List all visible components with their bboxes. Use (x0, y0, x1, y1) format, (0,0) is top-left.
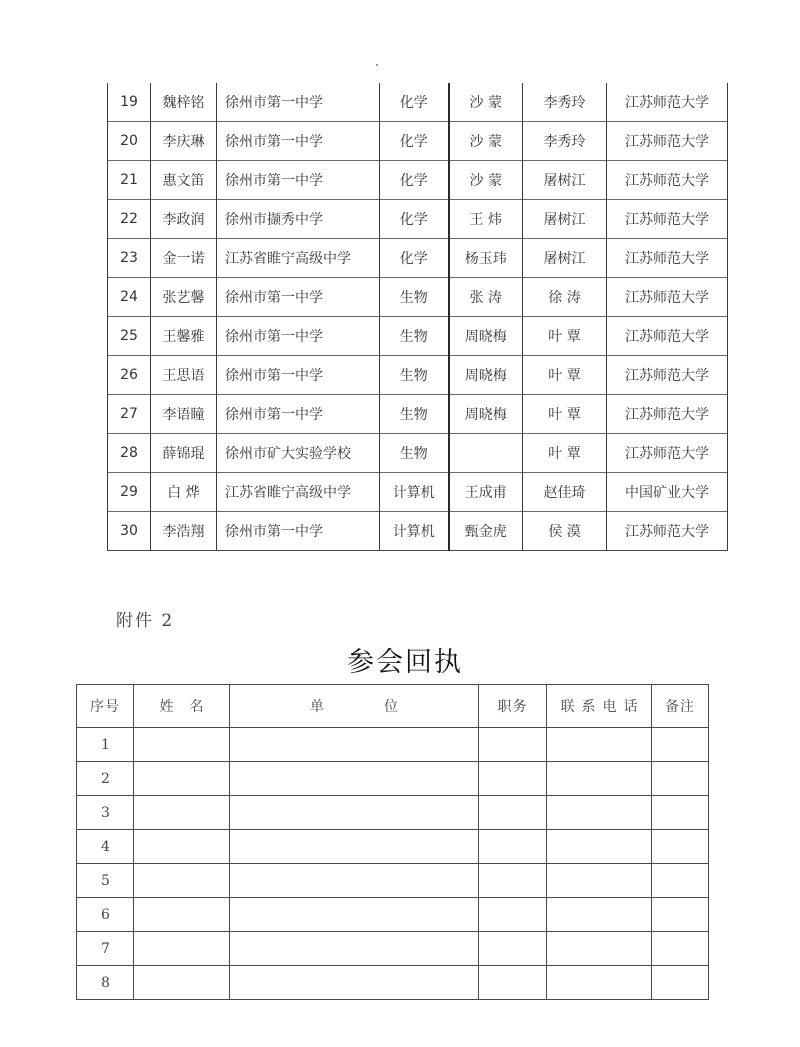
table-row (108, 200, 728, 239)
unit-cell[interactable] (230, 796, 479, 830)
name-cell[interactable] (134, 796, 230, 830)
unit-cell[interactable] (230, 762, 479, 796)
row-number: 26 (108, 356, 151, 395)
table-row (108, 161, 728, 200)
table-row (108, 512, 728, 551)
school-name: 江苏省睢宁高级中学 (217, 239, 380, 278)
student-list-body (108, 83, 728, 551)
school-name: 徐州市第一中学 (217, 83, 380, 122)
student-name: 魏梓铭 (151, 83, 217, 122)
university: 江苏师范大学 (607, 161, 728, 200)
name-cell[interactable] (134, 830, 230, 864)
post-cell[interactable] (479, 796, 547, 830)
post-cell[interactable] (479, 830, 547, 864)
tutor-teacher: 王成甫 (449, 473, 523, 512)
form-row (77, 864, 709, 898)
tutor-teacher: 杨玉玮 (449, 239, 523, 278)
university-tutor: 叶 覃 (523, 317, 607, 356)
note-cell[interactable] (652, 966, 709, 1000)
unit-cell[interactable] (230, 728, 479, 762)
tutor-teacher: 周晓梅 (449, 356, 523, 395)
note-cell[interactable] (652, 796, 709, 830)
contact-cell[interactable] (547, 864, 652, 898)
subject: 化学 (380, 161, 449, 200)
university-tutor: 赵佳琦 (523, 473, 607, 512)
note-cell[interactable] (652, 898, 709, 932)
subject: 生物 (380, 278, 449, 317)
tutor-teacher: 张 涛 (449, 278, 523, 317)
school-name: 徐州市第一中学 (217, 395, 380, 434)
contact-cell[interactable] (547, 898, 652, 932)
form-row (77, 728, 709, 762)
form-row (77, 966, 709, 1000)
note-cell[interactable] (652, 728, 709, 762)
university: 江苏师范大学 (607, 395, 728, 434)
student-name: 金一诺 (151, 239, 217, 278)
student-name: 薛锦琨 (151, 434, 217, 473)
header-name: 姓名 (134, 685, 230, 728)
subject: 计算机 (380, 512, 449, 551)
school-name: 徐州市第一中学 (217, 161, 380, 200)
unit-cell[interactable] (230, 932, 479, 966)
school-name: 徐州市第一中学 (217, 278, 380, 317)
school-name: 徐州市第一中学 (217, 512, 380, 551)
table-row (108, 395, 728, 434)
subject: 化学 (380, 83, 449, 122)
subject: 生物 (380, 434, 449, 473)
subject: 生物 (380, 395, 449, 434)
university-tutor: 屠树江 (523, 239, 607, 278)
university: 江苏师范大学 (607, 434, 728, 473)
tutor-teacher: 周晓梅 (449, 395, 523, 434)
school-name: 徐州市第一中学 (217, 122, 380, 161)
student-name: 李浩翔 (151, 512, 217, 551)
subject: 生物 (380, 317, 449, 356)
university-tutor: 李秀玲 (523, 122, 607, 161)
tutor-teacher: 甄金虎 (449, 512, 523, 551)
header-post: 职务 (479, 685, 547, 728)
student-name: 白 烨 (151, 473, 217, 512)
row-number: 28 (108, 434, 151, 473)
student-name: 王馨雅 (151, 317, 217, 356)
contact-cell[interactable] (547, 932, 652, 966)
reply-form-body (77, 728, 709, 1000)
row-number: 20 (108, 122, 151, 161)
university-tutor: 叶 覃 (523, 395, 607, 434)
name-cell[interactable] (134, 864, 230, 898)
form-row-number: 3 (77, 796, 134, 830)
header-note: 备注 (652, 685, 709, 728)
table-row (108, 278, 728, 317)
form-row (77, 796, 709, 830)
school-name: 徐州市第一中学 (217, 317, 380, 356)
unit-cell[interactable] (230, 898, 479, 932)
tutor-teacher: 沙 蒙 (449, 161, 523, 200)
subject: 化学 (380, 122, 449, 161)
tutor-teacher (449, 434, 523, 473)
table-row (108, 239, 728, 278)
tutor-teacher: 王 炜 (449, 200, 523, 239)
post-cell[interactable] (479, 932, 547, 966)
university: 江苏师范大学 (607, 512, 728, 551)
contact-cell[interactable] (547, 796, 652, 830)
tutor-teacher: 周晓梅 (449, 317, 523, 356)
unit-cell[interactable] (230, 830, 479, 864)
student-name: 王思语 (151, 356, 217, 395)
university-tutor: 侯 漠 (523, 512, 607, 551)
form-row-number: 2 (77, 762, 134, 796)
scan-speck (376, 64, 378, 66)
university-tutor: 屠树江 (523, 200, 607, 239)
table-row (108, 317, 728, 356)
student-name: 李政润 (151, 200, 217, 239)
table-row (108, 434, 728, 473)
form-row-number: 8 (77, 966, 134, 1000)
tutor-teacher: 沙 蒙 (449, 122, 523, 161)
form-row-number: 6 (77, 898, 134, 932)
reply-form-header-row (77, 685, 709, 728)
school-name: 江苏省睢宁高级中学 (217, 473, 380, 512)
post-cell[interactable] (479, 864, 547, 898)
university-tutor: 屠树江 (523, 161, 607, 200)
row-number: 21 (108, 161, 151, 200)
form-title: 参会回执 (347, 647, 463, 678)
contact-cell[interactable] (547, 966, 652, 1000)
table-row (108, 122, 728, 161)
university: 江苏师范大学 (607, 317, 728, 356)
table-row (108, 356, 728, 395)
post-cell[interactable] (479, 728, 547, 762)
table-row (108, 83, 728, 122)
post-cell[interactable] (479, 762, 547, 796)
reply-form-table (76, 684, 709, 1000)
school-name: 徐州市第一中学 (217, 356, 380, 395)
subject: 化学 (380, 239, 449, 278)
student-list-table (107, 83, 728, 551)
post-cell[interactable] (479, 966, 547, 1000)
table-row (108, 473, 728, 512)
university: 江苏师范大学 (607, 278, 728, 317)
header-unit: 单位 (230, 685, 479, 728)
note-cell[interactable] (652, 762, 709, 796)
subject: 计算机 (380, 473, 449, 512)
post-cell[interactable] (479, 898, 547, 932)
student-name: 李语瞳 (151, 395, 217, 434)
subject: 生物 (380, 356, 449, 395)
form-row-number: 7 (77, 932, 134, 966)
row-number: 19 (108, 83, 151, 122)
university: 江苏师范大学 (607, 122, 728, 161)
form-row (77, 932, 709, 966)
unit-cell[interactable] (230, 864, 479, 898)
row-number: 23 (108, 239, 151, 278)
row-number: 22 (108, 200, 151, 239)
contact-cell[interactable] (547, 762, 652, 796)
header-contact: 联系电话 (547, 685, 652, 728)
university: 江苏师范大学 (607, 239, 728, 278)
university: 江苏师范大学 (607, 83, 728, 122)
university: 中国矿业大学 (607, 473, 728, 512)
student-name: 惠文笛 (151, 161, 217, 200)
note-cell[interactable] (652, 830, 709, 864)
tutor-teacher: 沙 蒙 (449, 83, 523, 122)
name-cell[interactable] (134, 966, 230, 1000)
name-cell[interactable] (134, 932, 230, 966)
note-cell[interactable] (652, 864, 709, 898)
form-row-number: 5 (77, 864, 134, 898)
subject: 化学 (380, 200, 449, 239)
contact-cell[interactable] (547, 728, 652, 762)
note-cell[interactable] (652, 932, 709, 966)
form-row (77, 762, 709, 796)
school-name: 徐州市撷秀中学 (217, 200, 380, 239)
row-number: 24 (108, 278, 151, 317)
name-cell[interactable] (134, 762, 230, 796)
university-tutor: 叶 覃 (523, 356, 607, 395)
student-name: 张艺馨 (151, 278, 217, 317)
form-row-number: 4 (77, 830, 134, 864)
contact-cell[interactable] (547, 830, 652, 864)
university-tutor: 徐 涛 (523, 278, 607, 317)
university: 江苏师范大学 (607, 200, 728, 239)
university-tutor: 叶 覃 (523, 434, 607, 473)
name-cell[interactable] (134, 898, 230, 932)
row-number: 25 (108, 317, 151, 356)
header-no: 序号 (77, 685, 134, 728)
row-number: 27 (108, 395, 151, 434)
attachment-label: 附件 2 (116, 611, 175, 631)
form-row (77, 830, 709, 864)
name-cell[interactable] (134, 728, 230, 762)
form-row (77, 898, 709, 932)
row-number: 29 (108, 473, 151, 512)
student-name: 李庆琳 (151, 122, 217, 161)
unit-cell[interactable] (230, 966, 479, 1000)
row-number: 30 (108, 512, 151, 551)
university: 江苏师范大学 (607, 356, 728, 395)
school-name: 徐州市矿大实验学校 (217, 434, 380, 473)
form-row-number: 1 (77, 728, 134, 762)
university-tutor: 李秀玲 (523, 83, 607, 122)
